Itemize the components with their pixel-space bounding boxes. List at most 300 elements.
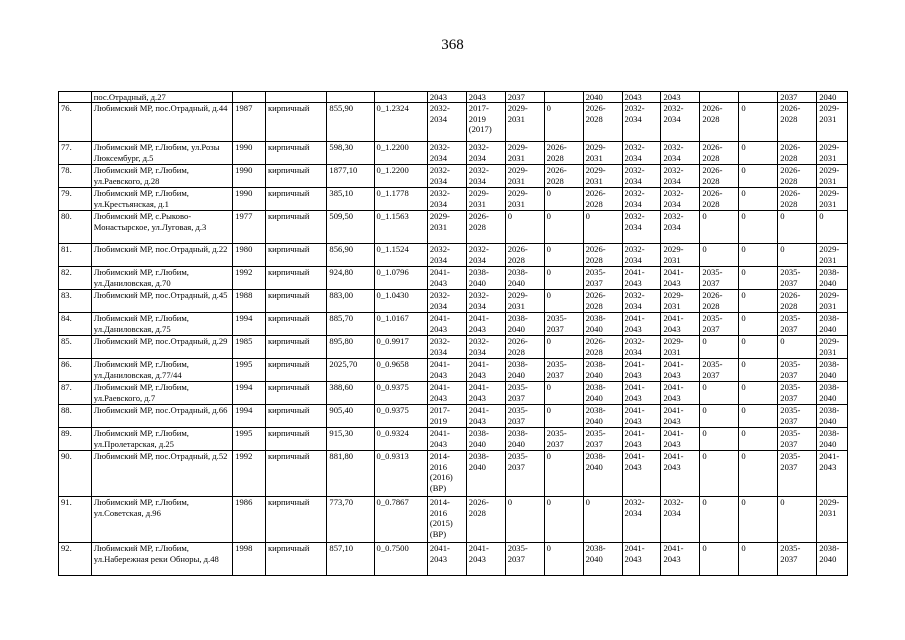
repair-period-cell: 2026-2028 xyxy=(466,497,505,543)
repair-period-cell: 0 xyxy=(700,211,739,244)
repair-period-cell: 2041-2043 xyxy=(661,359,700,382)
area-cell: 385,10 xyxy=(327,188,374,211)
repair-period-cell: 2038-2040 xyxy=(583,405,622,428)
repair-period-cell: 2038-2040 xyxy=(817,405,848,428)
area-cell: 388,60 xyxy=(327,382,374,405)
repair-period-cell: 0 xyxy=(700,382,739,405)
area-cell: 598,30 xyxy=(327,142,374,165)
repair-period-cell: 2026-2028 xyxy=(544,165,583,188)
repair-period-cell: 2043 xyxy=(427,92,466,103)
repair-period-cell: 2032-2034 xyxy=(622,103,661,142)
wall-material-cell: кирпичный xyxy=(265,211,326,244)
address-cell: Любимский МР, г.Любим, ул.Крестьянская, д.1 xyxy=(91,188,232,211)
year-cell: 1998 xyxy=(233,543,266,576)
wall-material-cell: кирпичный xyxy=(265,428,326,451)
table-row xyxy=(59,244,848,267)
repair-period-cell: 2038-2040 xyxy=(583,451,622,497)
repair-period-cell: 0 xyxy=(505,497,544,543)
repair-period-cell: 0 xyxy=(583,211,622,244)
repair-period-cell: 2041-2043 xyxy=(466,543,505,576)
address-cell: Любимский МР, г.Любим, ул.Даниловская, д.75 xyxy=(91,313,232,336)
repair-period-cell: 2041-2043 xyxy=(622,405,661,428)
table-row xyxy=(59,543,848,576)
area-cell: 857,10 xyxy=(327,543,374,576)
repair-period-cell: 0 xyxy=(739,290,778,313)
table-row xyxy=(59,142,848,165)
repair-period-cell: 2029-2031 xyxy=(817,336,848,359)
address-cell: Любимский МР, г.Любим, ул.Даниловская, д.70 xyxy=(91,267,232,290)
repair-period-cell: 2035-2037 xyxy=(544,359,583,382)
repair-period-cell: 0 xyxy=(778,211,817,244)
address-cell: Любимский МР, г.Любим, ул.Даниловская, д.77/44 xyxy=(91,359,232,382)
repair-period-cell: 2035-2037 xyxy=(778,359,817,382)
year-cell: 1990 xyxy=(233,165,266,188)
repair-period-cell: 0 xyxy=(739,543,778,576)
area-cell: 895,80 xyxy=(327,336,374,359)
repair-period-cell: 0 xyxy=(544,497,583,543)
year-cell: 1992 xyxy=(233,267,266,290)
repair-period-cell: 2032-2034 xyxy=(622,336,661,359)
year-cell: 1995 xyxy=(233,428,266,451)
year-cell: 1994 xyxy=(233,405,266,428)
repair-period-cell: 0 xyxy=(739,244,778,267)
repair-period-cell: 0 xyxy=(739,142,778,165)
repair-period-cell xyxy=(700,92,739,103)
repair-period-cell: 2032-2034 xyxy=(466,336,505,359)
repair-period-cell xyxy=(739,92,778,103)
year-cell: 1985 xyxy=(233,336,266,359)
repair-period-cell: 2026-2028 xyxy=(544,142,583,165)
repair-period-cell: 2038-2040 xyxy=(583,359,622,382)
wall-material-cell: кирпичный xyxy=(265,382,326,405)
repair-period-cell: 2026-2028 xyxy=(700,103,739,142)
repair-period-cell: 2032-2034 xyxy=(661,103,700,142)
repair-period-cell: 2032-2034 xyxy=(622,211,661,244)
repair-period-cell: 2032-2034 xyxy=(622,165,661,188)
repair-period-cell: 2040 xyxy=(817,92,848,103)
repair-period-cell: 2026-2028 xyxy=(700,165,739,188)
repair-period-cell: 2029-2031 xyxy=(817,188,848,211)
repair-period-cell: 0 xyxy=(739,405,778,428)
repair-period-cell: 2041-2043 xyxy=(427,428,466,451)
index-cell: 0_1.0430 xyxy=(374,290,427,313)
repair-period-cell: 2041-2043 xyxy=(466,382,505,405)
repair-period-cell: 2041-2043 xyxy=(427,313,466,336)
wall-material-cell: кирпичный xyxy=(265,290,326,313)
year-cell: 1995 xyxy=(233,359,266,382)
housing-registry-table xyxy=(58,91,848,576)
repair-period-cell: 2032-2034 xyxy=(661,165,700,188)
table-row xyxy=(59,92,848,103)
row-number-cell: 90. xyxy=(59,451,92,497)
repair-period-cell: 2035-2037 xyxy=(544,428,583,451)
repair-period-cell: 2041-2043 xyxy=(661,451,700,497)
repair-period-cell: 0 xyxy=(778,244,817,267)
table-row xyxy=(59,290,848,313)
table-row xyxy=(59,336,848,359)
index-cell: 0_0.9658 xyxy=(374,359,427,382)
year-cell xyxy=(233,92,266,103)
table-row xyxy=(59,313,848,336)
wall-material-cell xyxy=(265,92,326,103)
wall-material-cell: кирпичный xyxy=(265,165,326,188)
repair-period-cell: 2032-2034 xyxy=(427,165,466,188)
repair-period-cell: 0 xyxy=(700,244,739,267)
table-row xyxy=(59,188,848,211)
area-cell: 885,70 xyxy=(327,313,374,336)
address-cell: Любимский МР, г.Любим, ул.Раевского, д.7 xyxy=(91,382,232,405)
repair-period-cell: 2038-2040 xyxy=(583,313,622,336)
wall-material-cell: кирпичный xyxy=(265,359,326,382)
repair-period-cell: 0 xyxy=(544,543,583,576)
table-row xyxy=(59,451,848,497)
repair-period-cell: 2038-2040 xyxy=(466,267,505,290)
repair-period-cell: 2029-2031 xyxy=(661,336,700,359)
wall-material-cell: кирпичный xyxy=(265,543,326,576)
repair-period-cell: 2041-2043 xyxy=(661,382,700,405)
repair-period-cell: 2041-2043 xyxy=(622,451,661,497)
repair-period-cell: 2029-2031 xyxy=(466,188,505,211)
index-cell: 0_1.1524 xyxy=(374,244,427,267)
row-number-cell: 76. xyxy=(59,103,92,142)
row-number-cell: 89. xyxy=(59,428,92,451)
table-row xyxy=(59,267,848,290)
repair-period-cell: 2038-2040 xyxy=(583,543,622,576)
repair-period-cell: 2029-2031 xyxy=(583,142,622,165)
repair-period-cell: 0 xyxy=(739,165,778,188)
repair-period-cell: 2029-2031 xyxy=(817,103,848,142)
repair-period-cell: 2026-2028 xyxy=(700,290,739,313)
repair-period-cell: 2035-2037 xyxy=(583,267,622,290)
repair-period-cell: 2032-2034 xyxy=(466,142,505,165)
repair-period-cell: 2029-2031 xyxy=(817,290,848,313)
repair-period-cell: 2032-2034 xyxy=(661,142,700,165)
repair-period-cell: 0 xyxy=(739,267,778,290)
repair-period-cell: 0 xyxy=(778,336,817,359)
repair-period-cell: 2038-2040 xyxy=(817,267,848,290)
repair-period-cell: 2041-2043 xyxy=(466,313,505,336)
repair-period-cell: 2041-2043 xyxy=(817,451,848,497)
repair-period-cell: 2029-2031 xyxy=(505,103,544,142)
repair-period-cell: 2026-2028 xyxy=(778,142,817,165)
table-row xyxy=(59,211,848,244)
repair-period-cell: 2035-2037 xyxy=(778,451,817,497)
row-number-cell: 82. xyxy=(59,267,92,290)
row-number-cell xyxy=(59,92,92,103)
repair-period-cell: 2038-2040 xyxy=(817,543,848,576)
repair-period-cell: 0 xyxy=(700,336,739,359)
index-cell: 0_0.9375 xyxy=(374,382,427,405)
year-cell: 1980 xyxy=(233,244,266,267)
wall-material-cell: кирпичный xyxy=(265,244,326,267)
repair-period-cell: 2038-2040 xyxy=(817,313,848,336)
repair-period-cell: 0 xyxy=(544,405,583,428)
repair-period-cell: 2026-2028 xyxy=(583,103,622,142)
row-number-cell: 81. xyxy=(59,244,92,267)
table-row xyxy=(59,165,848,188)
row-number-cell: 88. xyxy=(59,405,92,428)
year-cell: 1988 xyxy=(233,290,266,313)
address-cell: Любимский МР, пос.Отрадный, д.45 xyxy=(91,290,232,313)
repair-period-cell: 2038-2040 xyxy=(505,313,544,336)
repair-period-cell: 2038-2040 xyxy=(505,267,544,290)
wall-material-cell: кирпичный xyxy=(265,451,326,497)
repair-period-cell: 2041-2043 xyxy=(466,405,505,428)
repair-period-cell: 2043 xyxy=(622,92,661,103)
repair-period-cell: 2029-2031 xyxy=(505,142,544,165)
repair-period-cell: 2038-2040 xyxy=(817,359,848,382)
repair-period-cell: 0 xyxy=(700,428,739,451)
repair-period-cell: 2026-2028 xyxy=(778,290,817,313)
index-cell: 0_1.0167 xyxy=(374,313,427,336)
address-cell: Любимский МР, г.Любим, ул.Советская, д.96 xyxy=(91,497,232,543)
repair-period-cell: 2038-2040 xyxy=(466,428,505,451)
repair-period-cell: 0 xyxy=(700,451,739,497)
repair-period-cell: 2038-2040 xyxy=(817,382,848,405)
index-cell: 0_0.9313 xyxy=(374,451,427,497)
year-cell: 1987 xyxy=(233,103,266,142)
repair-period-cell: 2037 xyxy=(778,92,817,103)
repair-period-cell: 2017-2019 (2017) xyxy=(466,103,505,142)
repair-period-cell: 2037 xyxy=(505,92,544,103)
repair-period-cell: 2041-2043 xyxy=(622,267,661,290)
row-number-cell: 77. xyxy=(59,142,92,165)
address-cell: пос.Отрадный, д.27 xyxy=(91,92,232,103)
repair-period-cell: 2041-2043 xyxy=(622,543,661,576)
repair-period-cell: 2032-2034 xyxy=(622,290,661,313)
repair-period-cell: 2041-2043 xyxy=(661,428,700,451)
row-number-cell: 86. xyxy=(59,359,92,382)
repair-period-cell: 2035-2037 xyxy=(700,359,739,382)
repair-period-cell: 0 xyxy=(739,497,778,543)
repair-period-cell: 2026-2028 xyxy=(700,188,739,211)
row-number-cell: 84. xyxy=(59,313,92,336)
year-cell: 1990 xyxy=(233,188,266,211)
area-cell: 855,90 xyxy=(327,103,374,142)
index-cell xyxy=(374,92,427,103)
year-cell: 1986 xyxy=(233,497,266,543)
repair-period-cell: 2029-2031 xyxy=(505,188,544,211)
repair-period-cell: 0 xyxy=(739,428,778,451)
repair-period-cell: 2029-2031 xyxy=(817,244,848,267)
repair-period-cell: 0 xyxy=(544,290,583,313)
year-cell: 1994 xyxy=(233,313,266,336)
repair-period-cell: 2032-2034 xyxy=(427,244,466,267)
row-number-cell: 83. xyxy=(59,290,92,313)
repair-period-cell: 0 xyxy=(544,336,583,359)
table-row xyxy=(59,359,848,382)
repair-period-cell: 2041-2043 xyxy=(661,543,700,576)
repair-period-cell: 2026-2028 xyxy=(700,142,739,165)
repair-period-cell: 2029-2031 xyxy=(427,211,466,244)
address-cell: Любимский МР, пос.Отрадный, д.66 xyxy=(91,405,232,428)
index-cell: 0_0.9917 xyxy=(374,336,427,359)
repair-period-cell: 2026-2028 xyxy=(778,103,817,142)
address-cell: Любимский МР, г.Любим, ул.Раевского, д.28 xyxy=(91,165,232,188)
index-cell: 0_0.7500 xyxy=(374,543,427,576)
repair-period-cell: 2032-2034 xyxy=(427,103,466,142)
area-cell: 773,70 xyxy=(327,497,374,543)
repair-period-cell: 2041-2043 xyxy=(661,405,700,428)
repair-period-cell: 2032-2034 xyxy=(622,142,661,165)
wall-material-cell: кирпичный xyxy=(265,267,326,290)
repair-period-cell: 0 xyxy=(739,336,778,359)
repair-period-cell: 0 xyxy=(739,359,778,382)
repair-period-cell: 2032-2034 xyxy=(622,244,661,267)
index-cell: 0_1.2324 xyxy=(374,103,427,142)
wall-material-cell: кирпичный xyxy=(265,497,326,543)
repair-period-cell xyxy=(544,92,583,103)
repair-period-cell: 2029-2031 xyxy=(817,497,848,543)
area-cell: 881,80 xyxy=(327,451,374,497)
address-cell: Любимский МР, пос.Отрадный, д.44 xyxy=(91,103,232,142)
area-cell xyxy=(327,92,374,103)
row-number-cell: 78. xyxy=(59,165,92,188)
row-number-cell: 91. xyxy=(59,497,92,543)
repair-period-cell: 2032-2034 xyxy=(661,497,700,543)
repair-period-cell: 2041-2043 xyxy=(622,428,661,451)
repair-period-cell: 2043 xyxy=(466,92,505,103)
row-number-cell: 80. xyxy=(59,211,92,244)
repair-period-cell: 2035-2037 xyxy=(505,405,544,428)
repair-period-cell: 2038-2040 xyxy=(505,428,544,451)
repair-period-cell: 0 xyxy=(544,103,583,142)
repair-period-cell: 2032-2034 xyxy=(466,290,505,313)
repair-period-cell: 2026-2028 xyxy=(505,336,544,359)
repair-period-cell: 2041-2043 xyxy=(661,313,700,336)
repair-period-cell: 2041-2043 xyxy=(661,267,700,290)
index-cell: 0_1.2200 xyxy=(374,165,427,188)
repair-period-cell: 2041-2043 xyxy=(466,359,505,382)
wall-material-cell: кирпичный xyxy=(265,142,326,165)
repair-period-cell: 0 xyxy=(700,405,739,428)
repair-period-cell: 0 xyxy=(583,497,622,543)
year-cell: 1990 xyxy=(233,142,266,165)
repair-period-cell: 2032-2034 xyxy=(661,211,700,244)
repair-period-cell: 2038-2040 xyxy=(817,428,848,451)
repair-period-cell: 2032-2034 xyxy=(427,142,466,165)
repair-period-cell: 0 xyxy=(505,211,544,244)
repair-period-cell: 2029-2031 xyxy=(661,244,700,267)
repair-period-cell: 2029-2031 xyxy=(505,290,544,313)
repair-period-cell: 2041-2043 xyxy=(427,382,466,405)
area-cell: 1877,10 xyxy=(327,165,374,188)
table-row xyxy=(59,103,848,142)
index-cell: 0_1.1563 xyxy=(374,211,427,244)
year-cell: 1994 xyxy=(233,382,266,405)
address-cell: Любимский МР, пос.Отрадный, д.22 xyxy=(91,244,232,267)
repair-period-cell: 2035-2037 xyxy=(544,313,583,336)
wall-material-cell: кирпичный xyxy=(265,405,326,428)
repair-period-cell: 2029-2031 xyxy=(661,290,700,313)
repair-period-cell: 2032-2034 xyxy=(661,188,700,211)
repair-period-cell: 2029-2031 xyxy=(817,142,848,165)
year-cell: 1977 xyxy=(233,211,266,244)
repair-period-cell: 2035-2037 xyxy=(778,313,817,336)
area-cell: 2025,70 xyxy=(327,359,374,382)
repair-period-cell: 0 xyxy=(739,382,778,405)
area-cell: 856,90 xyxy=(327,244,374,267)
address-cell: Любимский МР, пос.Отрадный, д.29 xyxy=(91,336,232,359)
row-number-cell: 87. xyxy=(59,382,92,405)
repair-period-cell: 2029-2031 xyxy=(505,165,544,188)
index-cell: 0_0.9324 xyxy=(374,428,427,451)
repair-period-cell: 2035-2037 xyxy=(505,543,544,576)
repair-period-cell: 2035-2037 xyxy=(505,451,544,497)
area-cell: 509,50 xyxy=(327,211,374,244)
address-cell: Любимский МР, г.Любим, ул.Пролетарская, д.25 xyxy=(91,428,232,451)
repair-period-cell: 0 xyxy=(817,211,848,244)
repair-period-cell: 2032-2034 xyxy=(622,497,661,543)
repair-period-cell: 0 xyxy=(544,211,583,244)
repair-period-cell: 2026-2028 xyxy=(583,188,622,211)
repair-period-cell: 2032-2034 xyxy=(622,188,661,211)
repair-period-cell: 2035-2037 xyxy=(778,405,817,428)
repair-period-cell: 2038-2040 xyxy=(505,359,544,382)
repair-period-cell: 2035-2037 xyxy=(700,267,739,290)
repair-period-cell: 2041-2043 xyxy=(427,359,466,382)
wall-material-cell: кирпичный xyxy=(265,188,326,211)
repair-period-cell: 2038-2040 xyxy=(583,382,622,405)
repair-period-cell: 2035-2037 xyxy=(583,428,622,451)
repair-period-cell: 2026-2028 xyxy=(583,336,622,359)
table-row xyxy=(59,382,848,405)
page-number: 368 xyxy=(441,37,464,53)
address-cell: Любимский МР, г.Любим, ул.Набережная реки Обноры, д.48 xyxy=(91,543,232,576)
row-number-cell: 85. xyxy=(59,336,92,359)
index-cell: 0_1.2200 xyxy=(374,142,427,165)
repair-period-cell: 0 xyxy=(739,451,778,497)
area-cell: 915,30 xyxy=(327,428,374,451)
repair-period-cell: 2026-2028 xyxy=(778,188,817,211)
repair-period-cell: 2043 xyxy=(661,92,700,103)
area-cell: 883,00 xyxy=(327,290,374,313)
repair-period-cell: 0 xyxy=(739,211,778,244)
table-row xyxy=(59,405,848,428)
index-cell: 0_0.7867 xyxy=(374,497,427,543)
repair-period-cell: 0 xyxy=(739,103,778,142)
repair-period-cell: 2041-2043 xyxy=(622,313,661,336)
repair-period-cell: 2026-2028 xyxy=(583,290,622,313)
repair-period-cell: 2041-2043 xyxy=(622,382,661,405)
repair-period-cell: 0 xyxy=(544,451,583,497)
repair-period-cell: 0 xyxy=(739,188,778,211)
address-cell: Любимский МР, г.Любим, ул.Розы Люксембург, д.5 xyxy=(91,142,232,165)
repair-period-cell: 0 xyxy=(544,382,583,405)
repair-period-cell: 2026-2028 xyxy=(466,211,505,244)
repair-period-cell: 2035-2037 xyxy=(700,313,739,336)
repair-period-cell: 2032-2034 xyxy=(427,188,466,211)
index-cell: 0_0.9375 xyxy=(374,405,427,428)
repair-period-cell: 2041-2043 xyxy=(427,267,466,290)
repair-period-cell: 0 xyxy=(544,244,583,267)
repair-period-cell: 2041-2043 xyxy=(427,543,466,576)
repair-period-cell: 2017-2019 xyxy=(427,405,466,428)
repair-period-cell: 2032-2034 xyxy=(427,290,466,313)
address-cell: Любимский МР, с.Рыково-Монастырское, ул.Луговая, д.3 xyxy=(91,211,232,244)
repair-period-cell: 2035-2037 xyxy=(778,382,817,405)
repair-period-cell: 0 xyxy=(700,497,739,543)
repair-period-cell: 2035-2037 xyxy=(778,543,817,576)
area-cell: 924,80 xyxy=(327,267,374,290)
repair-period-cell: 0 xyxy=(544,188,583,211)
repair-period-cell: 2026-2028 xyxy=(778,165,817,188)
repair-period-cell: 0 xyxy=(778,497,817,543)
repair-period-cell: 2026-2028 xyxy=(505,244,544,267)
repair-period-cell: 2038-2040 xyxy=(466,451,505,497)
index-cell: 0_1.0796 xyxy=(374,267,427,290)
table-row xyxy=(59,497,848,543)
